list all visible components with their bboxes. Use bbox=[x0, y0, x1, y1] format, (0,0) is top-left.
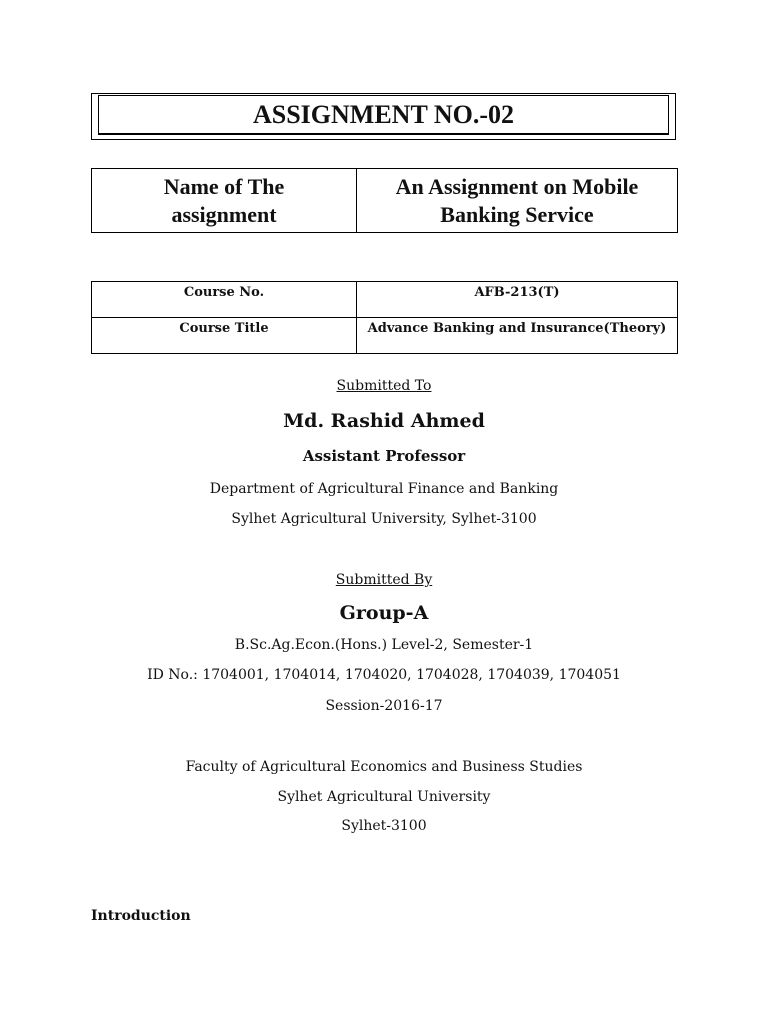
supervisor-designation: Assistant Professor bbox=[302, 447, 466, 465]
title-box bbox=[91, 93, 676, 140]
introduction-heading: Introduction bbox=[91, 908, 191, 924]
program-level: B.Sc.Ag.Econ.(Hons.) Level-2, Semester-1 bbox=[234, 637, 534, 653]
assignment-name-label bbox=[92, 169, 357, 233]
faculty-city: Sylhet-3100 bbox=[341, 818, 427, 834]
submitted-by-heading: Submitted By bbox=[335, 572, 433, 588]
course-no-label: Course No. bbox=[92, 282, 357, 318]
submitted-to-heading: Submitted To bbox=[336, 378, 432, 394]
assignment-title: ASSIGNMENT NO.-02 bbox=[252, 99, 514, 129]
label-line: assignment bbox=[171, 201, 277, 227]
label-line: Name of The bbox=[163, 173, 285, 199]
course-info-table bbox=[91, 281, 678, 354]
course-no-value: AFB-213(T) bbox=[357, 282, 678, 318]
value-line: Banking Service bbox=[440, 201, 594, 227]
value-line: An Assignment on Mobile bbox=[395, 173, 639, 199]
course-title-value: Advance Banking and Insurance(Theory) bbox=[357, 318, 678, 354]
assignment-name-table bbox=[91, 168, 678, 233]
title-box-inner bbox=[98, 95, 669, 135]
table-row bbox=[92, 282, 678, 318]
student-ids: ID No.: 1704001, 1704014, 1704020, 1704028, 1704039, 1704051 bbox=[147, 667, 621, 683]
table-row bbox=[92, 318, 678, 354]
supervisor-university: Sylhet Agricultural University, Sylhet-3100 bbox=[231, 511, 537, 527]
assignment-name-value bbox=[357, 169, 678, 233]
course-title-label: Course Title bbox=[92, 318, 357, 354]
supervisor-name: Md. Rashid Ahmed bbox=[283, 410, 485, 432]
faculty-name: Faculty of Agricultural Economics and Business Studies bbox=[185, 759, 583, 775]
faculty-university: Sylhet Agricultural University bbox=[277, 789, 491, 805]
supervisor-department: Department of Agricultural Finance and Banking bbox=[209, 481, 559, 497]
table-row bbox=[92, 169, 678, 233]
group-name: Group-A bbox=[339, 602, 429, 624]
session: Session-2016-17 bbox=[325, 698, 443, 714]
